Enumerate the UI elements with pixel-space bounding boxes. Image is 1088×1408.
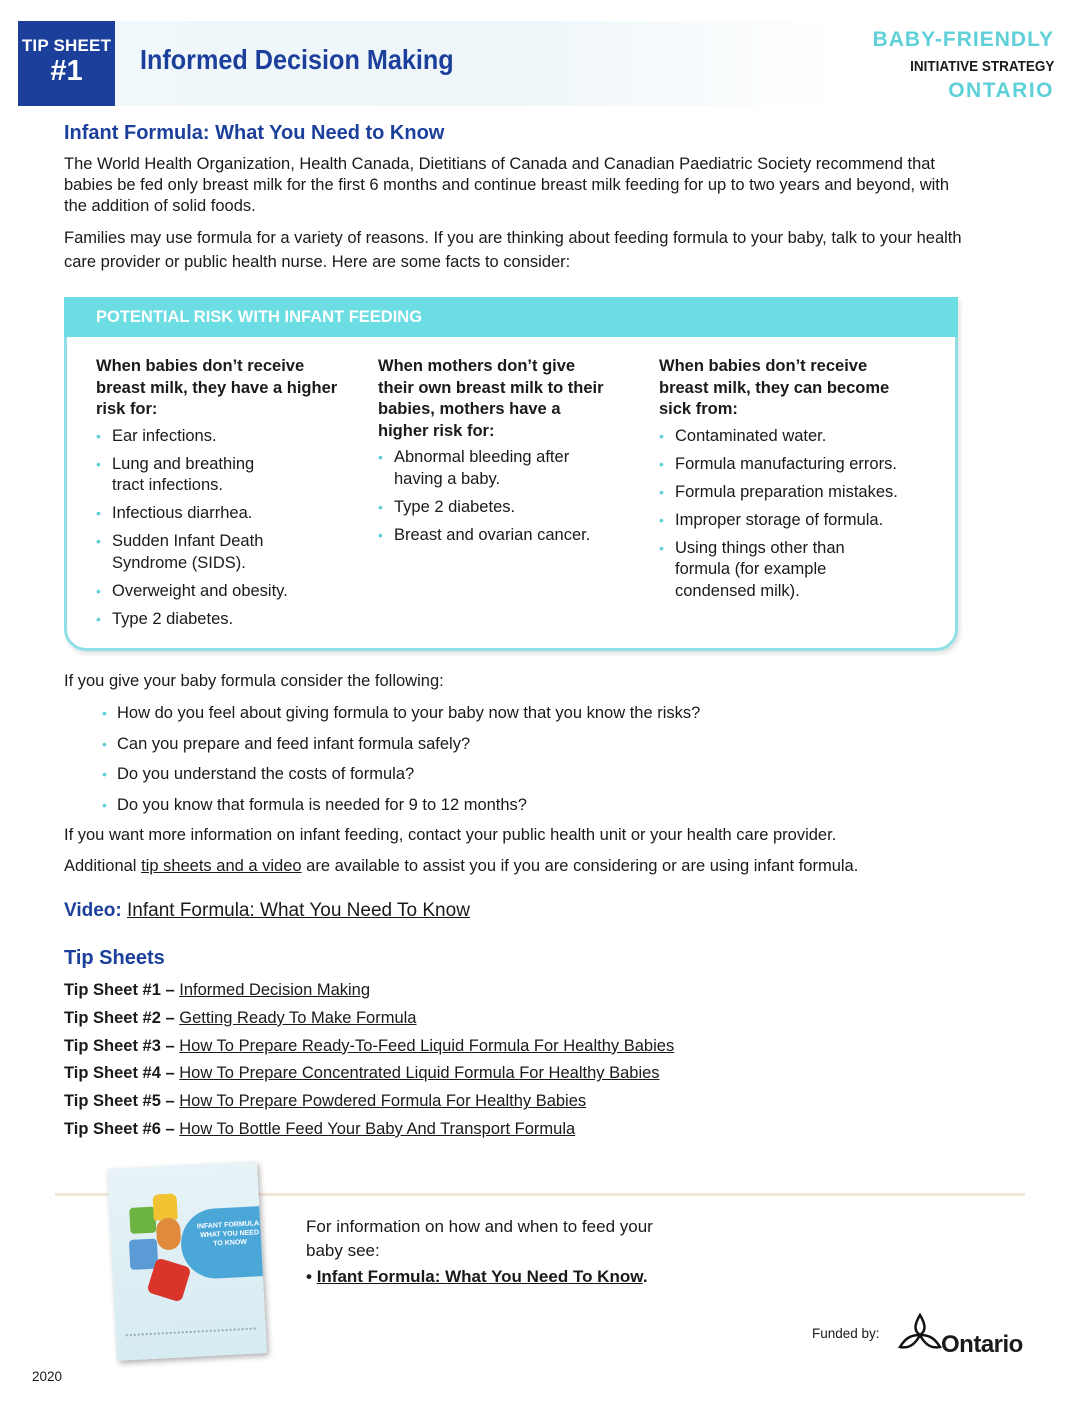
tip-sheet-badge bbox=[18, 21, 115, 106]
list-item bbox=[64, 1037, 964, 1065]
risk-list bbox=[96, 426, 341, 631]
risk-column-mothers-risk bbox=[378, 356, 618, 553]
risk-column-heading: When babies don’t receive breast milk, they can become sick from: bbox=[659, 357, 890, 418]
consider-question-list bbox=[100, 703, 920, 825]
footer-bullet: • bbox=[306, 1267, 317, 1286]
list-item: • Formula manufacturing errors. bbox=[659, 454, 921, 476]
list-item: • How do you feel about giving formula to your baby now that you know the risks? bbox=[100, 703, 920, 734]
intro-paragraph-1: The World Health Organization, Health Canada, Dietitians of Canada and Canadian Paediatric Society recommend that babies be fed only breast milk for the first 6 months and continue breast milk feeding for up to two years and beyond, with the addition of solid foods. bbox=[64, 155, 950, 215]
bfi-line2: INITIATIVE STRATEGY bbox=[909, 58, 1054, 75]
list-item bbox=[64, 1092, 964, 1120]
tip-sheet-label: Tip Sheet #4 – bbox=[64, 1064, 175, 1083]
cover-logos-strip bbox=[126, 1328, 256, 1345]
tip-sheet-label: Tip Sheet #6 – bbox=[64, 1119, 175, 1138]
risk-column-heading: When mothers don’t give their own breast milk to their babies, mothers have a higher risk for: bbox=[378, 357, 604, 440]
more-info-text: If you want more information on infant feeding, contact your public health unit or your health care provider. bbox=[64, 826, 837, 844]
additional-post: are available to assist you if you are considering or are using infant formula. bbox=[301, 857, 859, 875]
list-item: • Sudden Infant Death Syndrome (SIDS). bbox=[96, 531, 297, 574]
list-item: • Ear infections. bbox=[96, 426, 341, 448]
list-item: • Improper storage of formula. bbox=[659, 510, 921, 532]
ontario-wordmark: Ontario bbox=[941, 1331, 1023, 1358]
risk-list bbox=[659, 426, 921, 603]
footer-period: . bbox=[642, 1267, 648, 1286]
list-item: • Type 2 diabetes. bbox=[378, 497, 618, 519]
tip-sheet-link[interactable]: How To Bottle Feed Your Baby And Transport Formula bbox=[179, 1119, 576, 1138]
infant-formula-booklet-link[interactable]: Infant Formula: What You Need To Know bbox=[316, 1267, 643, 1286]
risk-column-heading: When babies don’t receive breast milk, they have a higher risk for: bbox=[96, 357, 338, 418]
list-item: • Using things other than formula (for example condensed milk). bbox=[659, 538, 865, 603]
video-line bbox=[64, 900, 470, 922]
footer-info-text: For information on how and when to feed your baby see: bbox=[306, 1217, 653, 1260]
tip-sheet-label: Tip Sheet #1 – bbox=[64, 981, 175, 999]
year-label: 2020 bbox=[32, 1369, 63, 1384]
toy-block-shape bbox=[156, 1217, 182, 1250]
tip-sheets-heading: Tip Sheets bbox=[64, 947, 165, 969]
tip-sheet-link[interactable]: Informed Decision Making bbox=[179, 981, 371, 999]
booklet-cover-image bbox=[107, 1161, 267, 1361]
list-item: • Can you prepare and feed infant formula safely? bbox=[100, 734, 920, 765]
list-item: • Do you understand the costs of formula? bbox=[100, 764, 920, 795]
tip-sheet-label: Tip Sheet #3 – bbox=[64, 1036, 175, 1055]
additional-pre: Additional bbox=[64, 857, 142, 875]
list-item bbox=[64, 981, 964, 1009]
tip-sheets-video-link[interactable]: tip sheets and a video bbox=[141, 857, 302, 875]
tip-sheet-link[interactable]: How To Prepare Ready-To-Feed Liquid Formula For Healthy Babies bbox=[179, 1036, 675, 1055]
list-item bbox=[64, 1120, 964, 1148]
footer-info-link-line bbox=[306, 1267, 648, 1287]
list-item: • Breast and ovarian cancer. bbox=[378, 525, 618, 547]
bfi-logo bbox=[873, 28, 1054, 103]
risk-column-babies-risk bbox=[96, 356, 341, 637]
video-link[interactable]: Infant Formula: What You Need To Know bbox=[127, 900, 470, 921]
booklet-cover-text: INFANT FORMULA: WHAT YOU NEED TO KNOW bbox=[196, 1220, 262, 1248]
risk-box-title: POTENTIAL RISK WITH INFANT FEEDING bbox=[64, 297, 958, 337]
risk-list bbox=[378, 447, 618, 546]
tip-sheet-link[interactable]: How To Prepare Powdered Formula For Healthy Babies bbox=[179, 1092, 587, 1111]
tip-sheet-link[interactable]: Getting Ready To Make Formula bbox=[179, 1008, 417, 1027]
tip-sheet-label: TIP SHEET bbox=[21, 36, 112, 55]
list-item bbox=[64, 1064, 964, 1092]
bfi-line3: ONTARIO bbox=[948, 79, 1054, 102]
list-item: • Overweight and obesity. bbox=[96, 581, 341, 603]
ontario-trillium-icon bbox=[896, 1311, 944, 1357]
funded-by-label: Funded by: bbox=[812, 1326, 880, 1341]
intro-paragraph-2: Families may use formula for a variety of reasons. If you are thinking about feeding formula to your baby, talk to your health care provider or public health nurse. Here are some facts to consider: bbox=[64, 229, 962, 271]
bfi-line1: BABY-FRIENDLY bbox=[872, 28, 1054, 51]
video-label: Video: bbox=[64, 900, 122, 921]
tip-sheets-list bbox=[64, 981, 964, 1148]
list-item: • Formula preparation mistakes. bbox=[659, 482, 921, 504]
tip-sheet-label: Tip Sheet #2 – bbox=[64, 1008, 175, 1027]
list-item: • Do you know that formula is needed for 9 to 12 months? bbox=[100, 795, 920, 826]
list-item bbox=[64, 1009, 964, 1037]
toy-block-shape bbox=[152, 1193, 177, 1220]
list-item: • Contaminated water. bbox=[659, 426, 921, 448]
list-item: • Lung and breathing tract infections. bbox=[96, 454, 282, 497]
risk-column-sick-from bbox=[659, 356, 921, 609]
tip-sheet-label: Tip Sheet #5 – bbox=[64, 1092, 175, 1111]
additional-resources-text bbox=[64, 856, 858, 877]
list-item: • Abnormal bleeding after having a baby. bbox=[378, 447, 594, 490]
intro-heading: Infant Formula: What You Need to Know bbox=[64, 122, 445, 144]
list-item: • Infectious diarrhea. bbox=[96, 503, 341, 525]
list-item: • Type 2 diabetes. bbox=[96, 609, 341, 631]
tip-sheet-number: #1 bbox=[50, 55, 83, 87]
tip-sheet-link[interactable]: How To Prepare Concentrated Liquid Formula For Healthy Babies bbox=[179, 1064, 660, 1083]
consider-lead: If you give your baby formula consider the following: bbox=[64, 672, 444, 690]
page-title: Informed Decision Making bbox=[140, 44, 454, 75]
